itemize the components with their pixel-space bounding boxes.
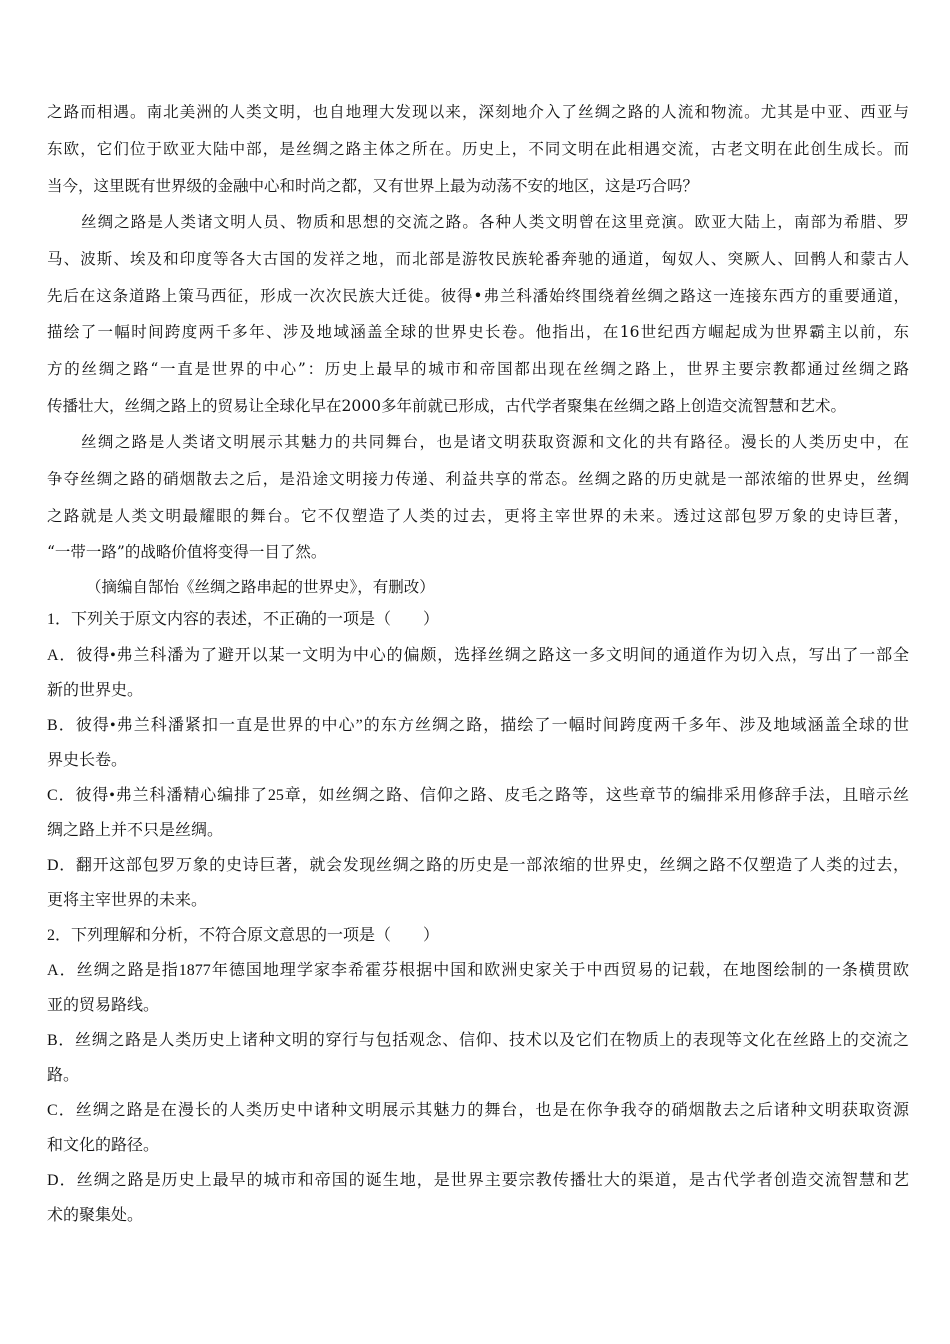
passage-line: 丝绸之路是人类诸文明人员、物质和思想的交流之路。各种人类文明曾在这里竞演。欧亚大陆上，南部为希腊、罗 xyxy=(81,213,909,231)
passage-line: 之路而相遇。南北美洲的人类文明，也自地理大发现以来，深刻地介入了丝绸之路的人流和物流。尤其是中亚、西亚与 xyxy=(47,103,909,121)
option-line: 界史长卷。 xyxy=(47,752,128,769)
option-line: 新的世界史。 xyxy=(47,682,144,699)
passage-line: 之路就是人类文明最耀眼的舞台。它不仅塑造了人类的过去，更将主宰世界的未来。透过这部包罗万象的史诗巨著， xyxy=(47,507,909,525)
option-line: C．丝绸之路是在漫长的人类历史中诸种文明展示其魅力的舞台，也是在你争我夺的硝烟散去之后诸种文明获取资源 xyxy=(47,1102,909,1119)
passage-line: 传播壮大，丝绸之路上的贸易让全球化早在2000多年前就已形成，古代学者聚集在丝绸之路上创造交流智慧和艺术。 xyxy=(47,397,846,415)
passage-line: 先后在这条道路上策马西征，形成一次次民族大迁徙。彼得•弗兰科潘始终围绕着丝绸之路这一连接东西方的重要通道， xyxy=(47,287,909,305)
passage-source: （摘编自郜怡《丝绸之路串起的世界史》，有删改） xyxy=(86,578,435,596)
passage-line: 描绘了一幅时间跨度两千多年、涉及地域涵盖全球的世界史长卷。他指出，在16世纪西方崛起成为世界霸主以前，东 xyxy=(47,323,909,341)
option-line: D．翻开这部包罗万象的史诗巨著，就会发现丝绸之路的历史是一部浓缩的世界史，丝绸之路不仅塑造了人类的过去， xyxy=(47,857,909,874)
option-line: 术的聚集处。 xyxy=(47,1207,144,1224)
option-line: 更将主宰世界的未来。 xyxy=(47,892,208,909)
option-line: A．丝绸之路是指1877年德国地理学家李希霍芬根据中国和欧洲史家关于中西贸易的记载，在地图绘制的一条横贯欧 xyxy=(47,962,909,979)
question-stem: 2．下列理解和分析，不符合原文意思的一项是（ ） xyxy=(47,927,440,944)
passage-line: 马、波斯、埃及和印度等各大古国的发祥之地，而北部是游牧民族轮番奔驰的通道，匈奴人、突厥人、回鹘人和蒙古人 xyxy=(47,250,909,268)
option-line: 路。 xyxy=(47,1067,80,1084)
option-line: 绸之路上并不只是丝绸。 xyxy=(47,822,224,839)
option-line: 亚的贸易路线。 xyxy=(47,997,160,1014)
passage-line: 方的丝绸之路“一直是世界的中心”：历史上最早的城市和帝国都出现在丝绸之路上，世界主要宗教都通过丝绸之路 xyxy=(47,360,909,378)
option-line: B．丝绸之路是人类历史上诸种文明的穿行与包括观念、信仰、技术以及它们在物质上的表现等文化在丝路上的交流之 xyxy=(47,1032,909,1049)
passage-line: “一带一路”的战略价值将变得一目了然。 xyxy=(47,543,327,561)
passage-line: 争夺丝绸之路的硝烟散去之后，是沿途文明接力传递、利益共享的常态。丝绸之路的历史就是一部浓缩的世界史，丝绸 xyxy=(47,470,909,488)
option-line: B．彼得•弗兰科潘紧扣一直是世界的中心”的东方丝绸之路，描绘了一幅时间跨度两千多年、涉及地域涵盖全球的世 xyxy=(47,717,909,734)
passage-line: 东欧，它们位于欧亚大陆中部，是丝绸之路主体之所在。历史上，不同文明在此相遇交流，古老文明在此创生成长。而 xyxy=(47,140,909,158)
option-line: D．丝绸之路是历史上最早的城市和帝国的诞生地，是世界主要宗教传播壮大的渠道，是古代学者创造交流智慧和艺 xyxy=(47,1172,909,1189)
option-line: C．彼得•弗兰科潘精心编排了25章，如丝绸之路、信仰之路、皮毛之路等，这些章节的编排采用修辞手法，且暗示丝 xyxy=(47,787,909,804)
question-stem: 1．下列关于原文内容的表述，不正确的一项是（ ） xyxy=(47,611,440,628)
passage-line: 当今，这里既有世界级的金融中心和时尚之都，又有世界上最为动荡不安的地区，这是巧合吗？ xyxy=(47,177,699,195)
option-line: A．彼得•弗兰科潘为了避开以某一文明为中心的偏颇，选择丝绸之路这一多文明间的通道作为切入点，写出了一部全 xyxy=(47,647,909,664)
passage-line: 丝绸之路是人类诸文明展示其魅力的共同舞台，也是诸文明获取资源和文化的共有路径。漫长的人类历史中，在 xyxy=(81,433,909,451)
option-line: 和文化的路径。 xyxy=(47,1137,160,1154)
